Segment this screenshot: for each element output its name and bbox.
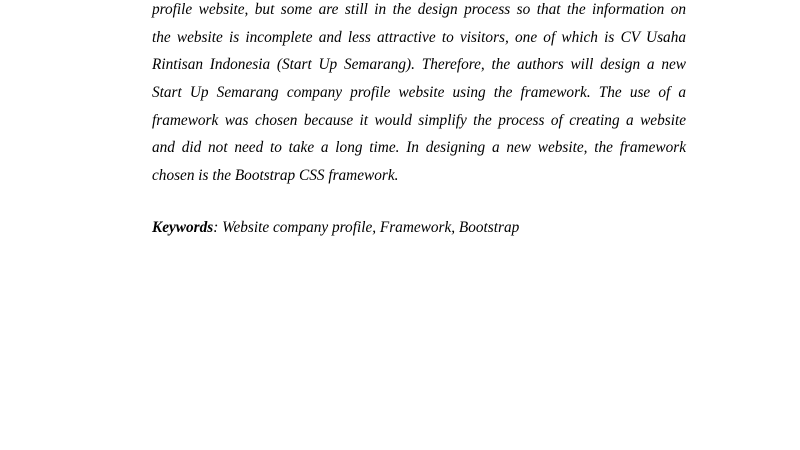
abstract-line: chosen is the Bootstrap CSS framework. — [152, 167, 399, 185]
keywords-label: Keywords — [152, 219, 214, 236]
abstract-line: Start Up Semarang company profile website using the framework. The use of a — [152, 84, 686, 102]
abstract-line: the website is incomplete and less attractive to visitors, one of which is CV Usaha — [152, 28, 686, 46]
abstract-line: and did not need to take a long time. In designing a new website, the framework — [152, 139, 686, 157]
abstract-line: Rintisan Indonesia (Start Up Semarang). Therefore, the authors will design a new — [152, 56, 686, 74]
keywords-separator: : — [213, 219, 223, 236]
keywords-line — [152, 214, 519, 242]
abstract-line: framework was chosen because it would simplify the process of creating a website — [152, 111, 686, 129]
keywords-value: Website company profile, Framework, Bootstrap — [222, 219, 520, 236]
abstract-paragraph — [152, 0, 686, 190]
abstract-line: profile website, but some are still in the design process so that the information on — [152, 1, 686, 18]
